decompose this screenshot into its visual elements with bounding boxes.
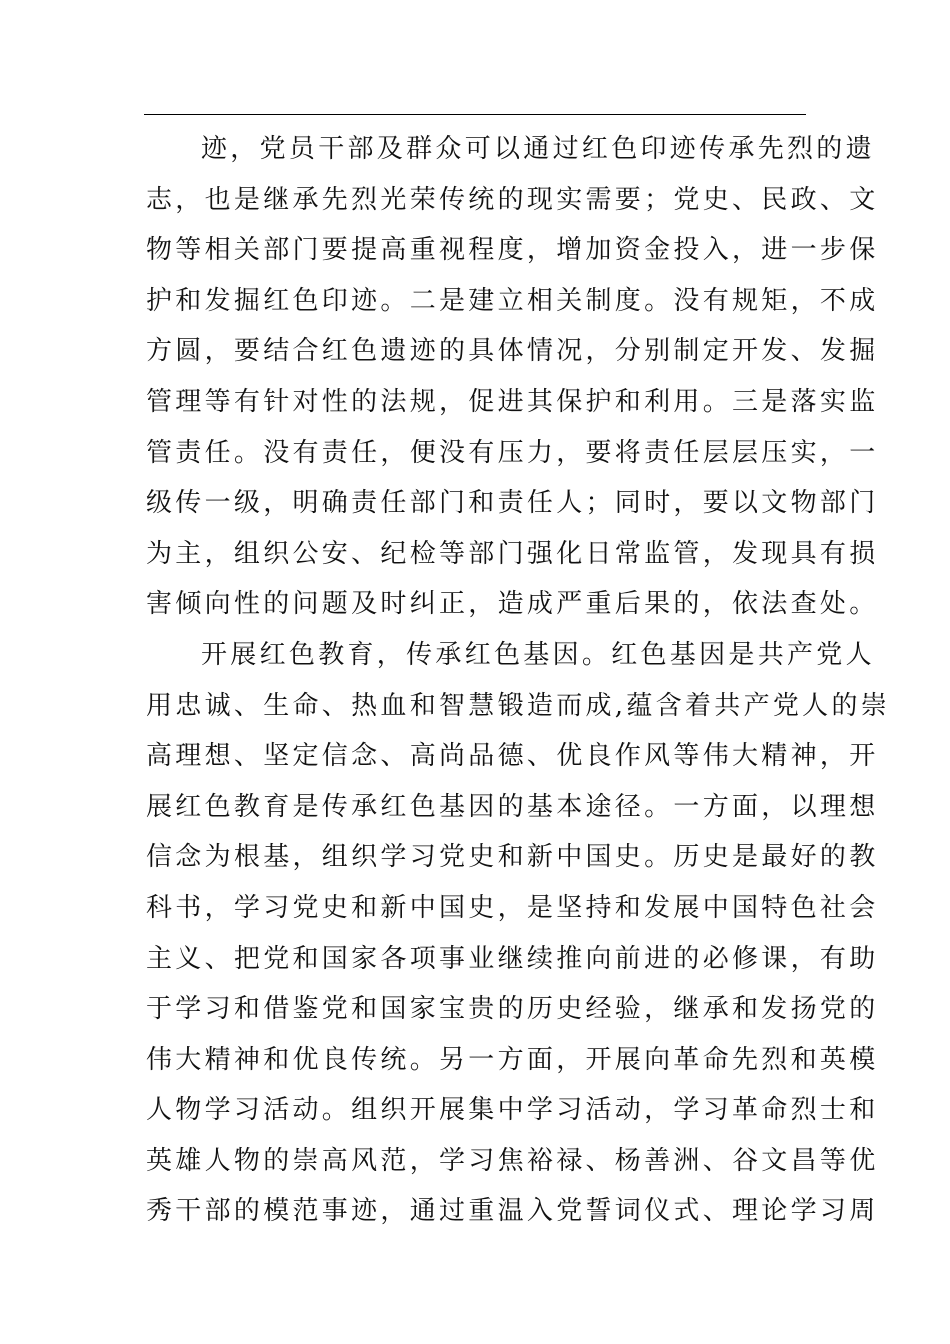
text-line: 管责任。没有责任，便没有压力，要将责任层层压实，一 xyxy=(146,437,879,468)
text-line: 用忠诚、生命、热血和智慧锻造而成,蕴含着共产党人的崇 xyxy=(146,690,891,721)
text-line: 英雄人物的崇高风范，学习焦裕禄、杨善洲、谷文昌等优 xyxy=(146,1145,879,1176)
text-line: 伟大精神和优良传统。另一方面，开展向革命先烈和英模 xyxy=(146,1044,879,1075)
text-line: 主义、把党和国家各项事业继续推向前进的必修课，有助 xyxy=(146,943,879,974)
text-line: 人物学习活动。组织开展集中学习活动，学习革命烈士和 xyxy=(146,1095,879,1126)
text-line: 方圆，要结合红色遗迹的具体情况，分别制定开发、发掘 xyxy=(146,336,879,367)
text-line: 护和发掘红色印迹。二是建立相关制度。没有规矩，不成 xyxy=(146,285,879,316)
text-line: 高理想、坚定信念、高尚品德、优良作风等伟大精神，开 xyxy=(146,741,879,772)
paragraph-start-line: 开展红色教育，传承红色基因。红色基因是共产党人 xyxy=(201,639,875,670)
body-text xyxy=(146,124,891,1237)
text-line: 害倾向性的问题及时纠正，造成严重后果的，依法查处。 xyxy=(146,589,879,620)
text-line: 科书，学习党史和新中国史，是坚持和发展中国特色社会 xyxy=(146,892,879,923)
text-line: 物等相关部门要提高重视程度，增加资金投入，进一步保 xyxy=(146,235,879,266)
text-line: 迹，党员干部及群众可以通过红色印迹传承先烈的遗 xyxy=(201,134,875,164)
text-line: 展红色教育是传承红色基因的基本途径。一方面，以理想 xyxy=(146,791,879,822)
text-line: 于学习和借鉴党和国家宝贵的历史经验，继承和发扬党的 xyxy=(146,994,879,1025)
text-line: 管理等有针对性的法规，促进其保护和利用。三是落实监 xyxy=(146,386,879,417)
text-line: 信念为根基，组织学习党史和新中国史。历史是最好的教 xyxy=(146,842,879,873)
text-line: 秀干部的模范事迹，通过重温入党誓词仪式、理论学习周 xyxy=(146,1196,879,1227)
text-line: 级传一级，明确责任部门和责任人；同时，要以文物部门 xyxy=(146,488,879,519)
header-rule xyxy=(144,114,806,115)
text-line: 志，也是继承先烈光荣传统的现实需要；党史、民政、文 xyxy=(146,184,879,215)
text-line: 为主，组织公安、纪检等部门强化日常监管，发现具有损 xyxy=(146,538,879,569)
